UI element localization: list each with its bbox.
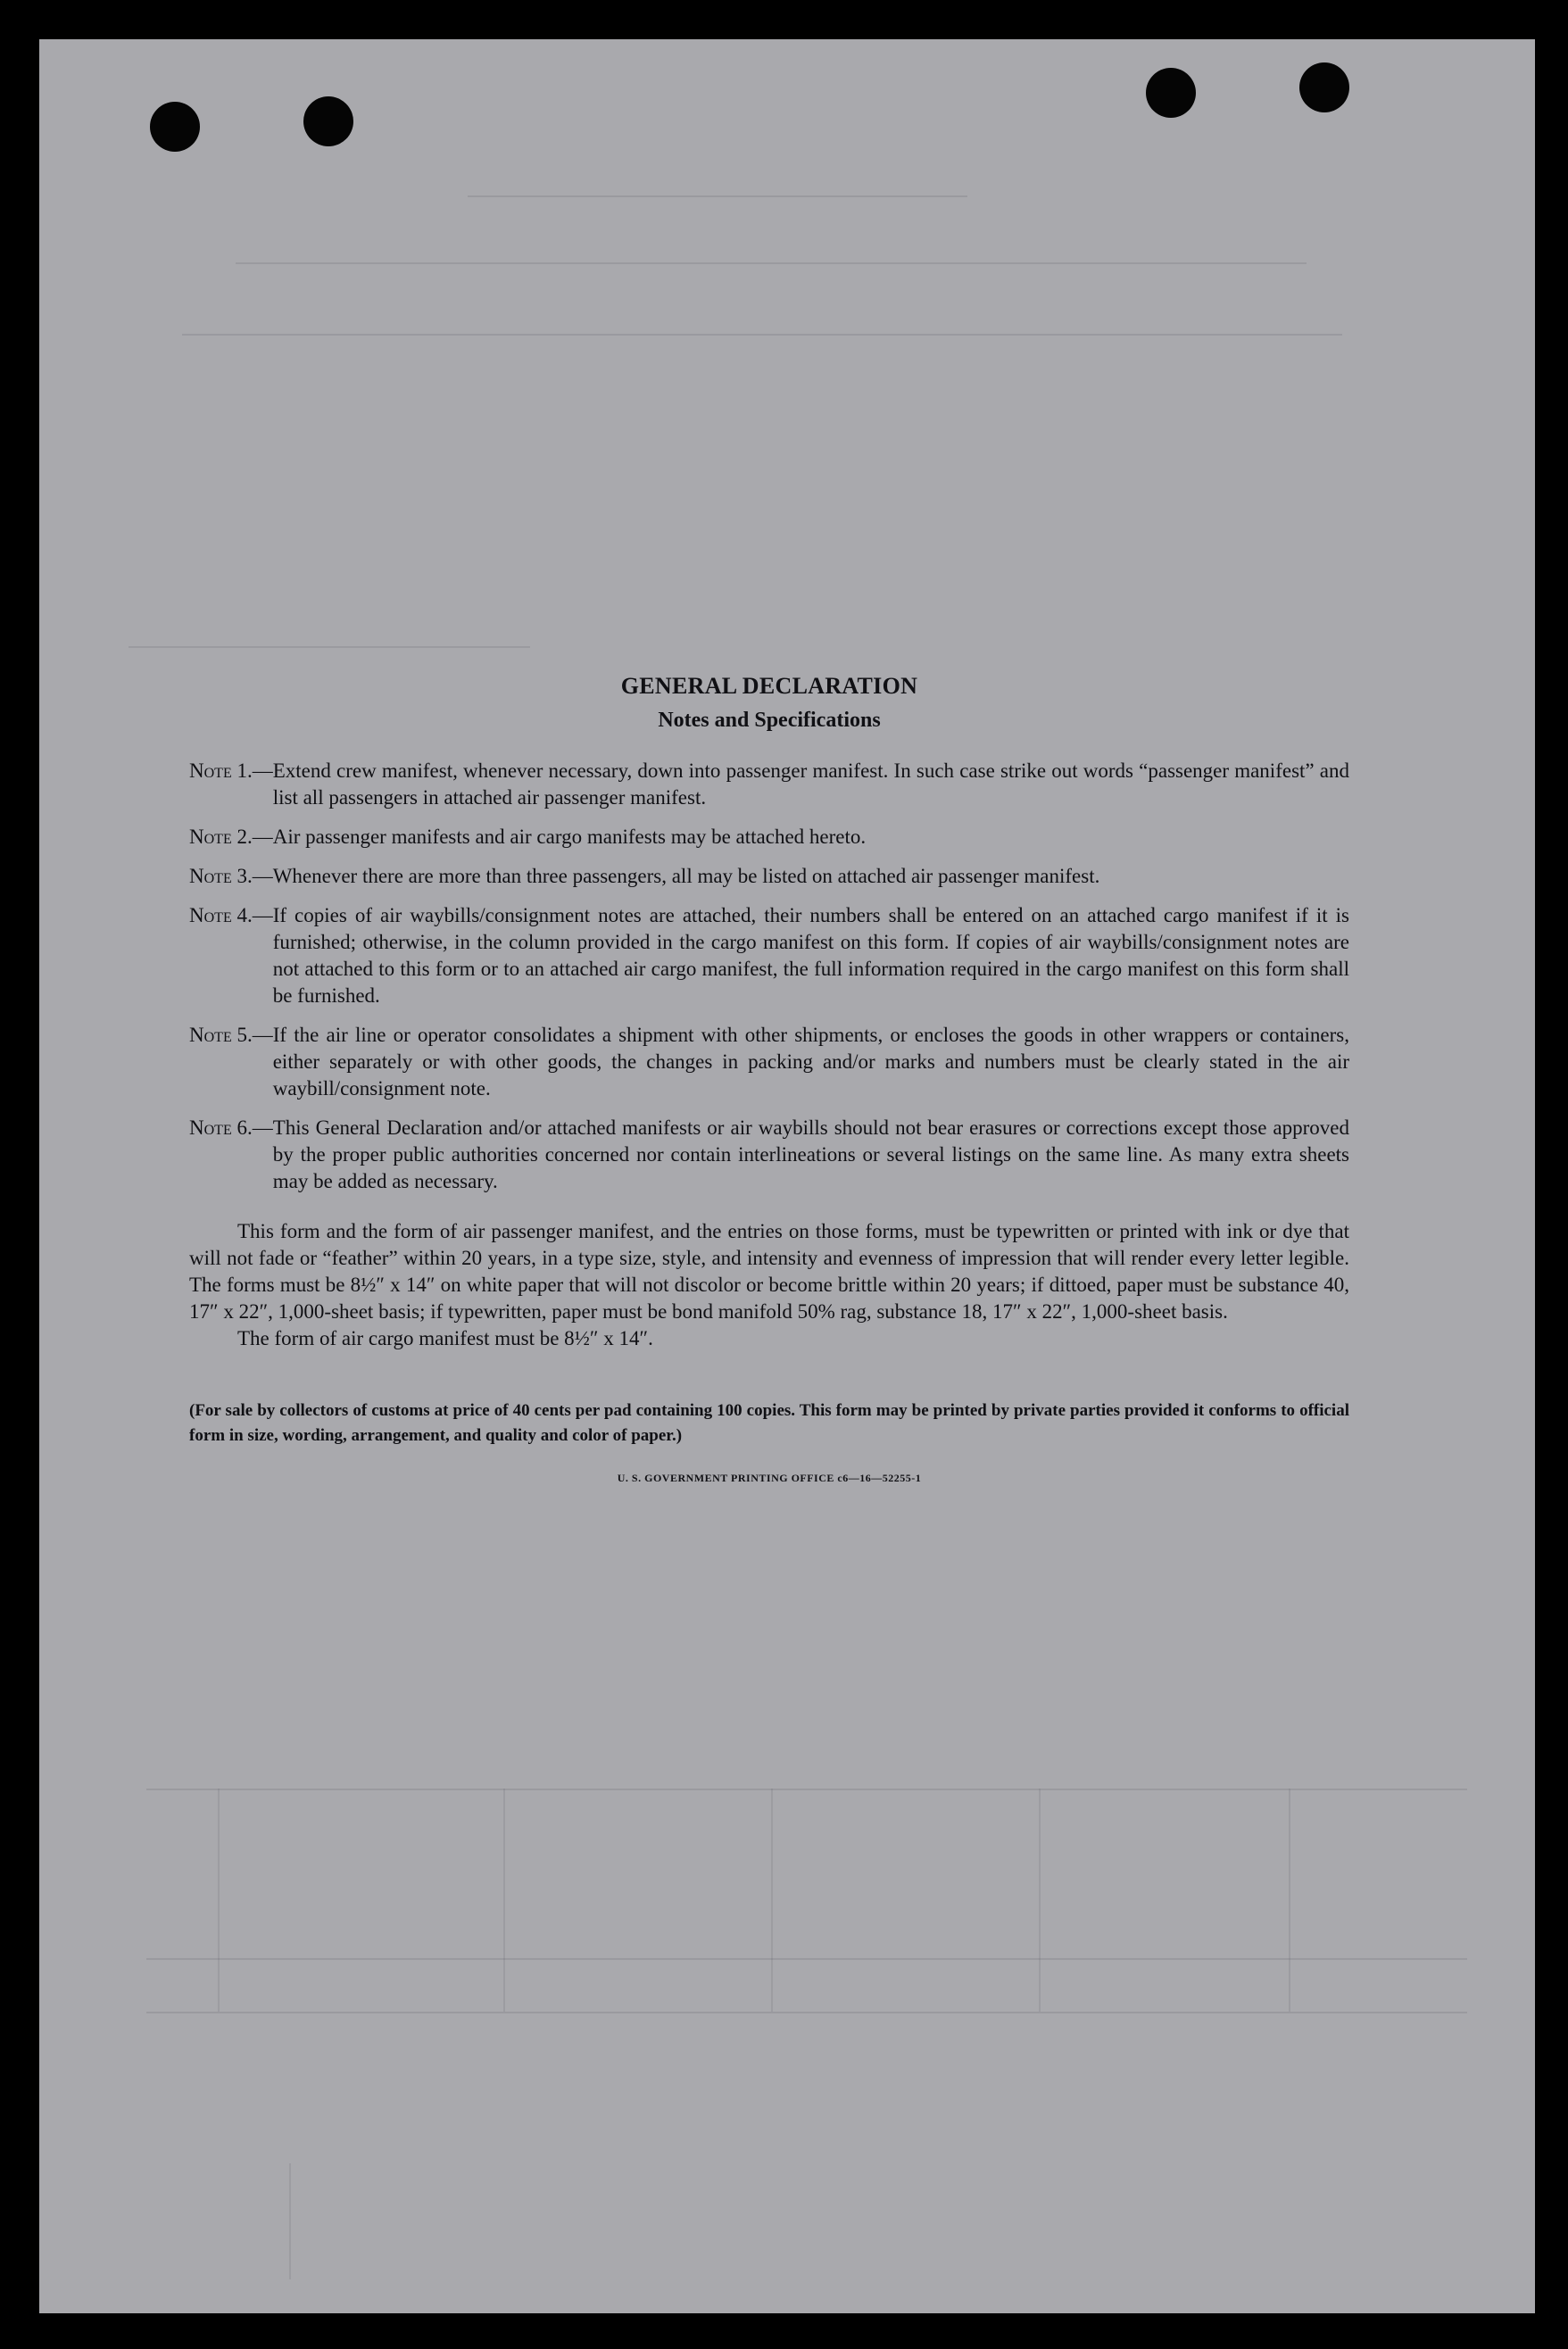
sale-notice: (For sale by collectors of customs at price of 40 cents per pad containing 100 copies. This form may be printed by private parties provided it conforms to official form in size, wording, arrangement, and quality and color of paper.) [189, 1401, 1349, 1445]
paragraph-text: This form and the form of air passenger manifest, and the entries on those forms, must be typewritten or printed with ink or dye that will not fade or “feather” within 20 years, in a type size, style, and intensity and evenness of impression that will render every letter legible. The forms must be 8½″ x 14″ on white paper that will not discolor or become brittle within 20 years; if dittoed, paper must be substance 40, 17″ x 22″, 1,000-sheet basis; if typewritten, paper must be bond manifold 50% rag, substance 18, 17″ x 22″, 1,000-sheet basis. [189, 1220, 1349, 1323]
bleed-through-line [468, 195, 967, 197]
note-label: Note 2.— [189, 826, 273, 848]
note-text: This General Declaration and/or attached manifests or air waybills should not bear erasures or corrections except those approved by the proper public authorities concerned nor contain interlineations or several listings on the same line. As many extra sheets may be added as necessary. [272, 1116, 1349, 1192]
page-title: GENERAL DECLARATION [620, 673, 918, 699]
bleed-through-line [129, 646, 530, 648]
bleed-through-line [146, 1958, 1467, 1960]
note-label: Note 1.— [189, 759, 273, 782]
note-text: Extend crew manifest, whenever necessary, down into passenger manifest. In such case strike out words “passenger manifest” and list all passengers in attached air passenger manifest. [272, 759, 1349, 809]
page-subtitle: Notes and Specifications [658, 709, 881, 732]
note-1 [189, 758, 1349, 811]
bleed-through-line [146, 2012, 1467, 2013]
note-2 [189, 824, 1349, 851]
bleed-through-line [1039, 1789, 1041, 2012]
bleed-through-line [1289, 1789, 1290, 2012]
note-6 [189, 1115, 1349, 1195]
note-label: Note 3.— [189, 865, 273, 887]
punch-hole [1146, 68, 1196, 118]
bleed-through-line [771, 1789, 773, 2012]
document-page [39, 39, 1535, 2313]
note-text: If copies of air waybills/consignment notes are attached, their numbers shall be entered on an attached cargo manifest if it is furnished; otherwise, in the column provided in the cargo manifest on this form. If copies of air waybills/consignment notes are not attached to this form or to an attached air cargo manifest, the full information required in the cargo manifest on this form shall be furnished. [272, 904, 1349, 1007]
note-label: Note 6.— [189, 1116, 273, 1139]
printer-imprint: U. S. GOVERNMENT PRINTING OFFICE c6—16—52255-1 [617, 1472, 922, 1484]
notes-block [189, 673, 1349, 1485]
bleed-through-line [236, 262, 1307, 264]
bleed-through-line [289, 2163, 291, 2279]
note-text: Air passenger manifests and air cargo manifests may be attached hereto. [272, 826, 867, 848]
bleed-through-line [146, 1789, 1467, 1790]
note-text: Whenever there are more than three passengers, all may be listed on attached air passenger manifest. [272, 865, 1100, 887]
bleed-through-line [503, 1789, 505, 2012]
note-label: Note 4.— [189, 904, 273, 926]
paragraph-cargo-size: The form of air cargo manifest must be 8½″ x 14″. [237, 1327, 653, 1349]
note-4 [189, 902, 1349, 1009]
bleed-through-line [182, 334, 1342, 336]
note-text: If the air line or operator consolidates a shipment with other shipments, or encloses the goods in other wrappers or containers, either separately or with other goods, the changes in packing and/or marks and numbers must be clearly stated in the air waybill/consignment note. [272, 1024, 1349, 1100]
punch-hole [303, 96, 353, 146]
note-label: Note 5.— [189, 1024, 273, 1046]
punch-hole [1299, 62, 1349, 112]
punch-hole [150, 102, 200, 152]
note-3 [189, 863, 1349, 890]
note-5 [189, 1022, 1349, 1102]
bleed-through-line [218, 1789, 220, 2012]
specification-paragraph [189, 1218, 1349, 1352]
